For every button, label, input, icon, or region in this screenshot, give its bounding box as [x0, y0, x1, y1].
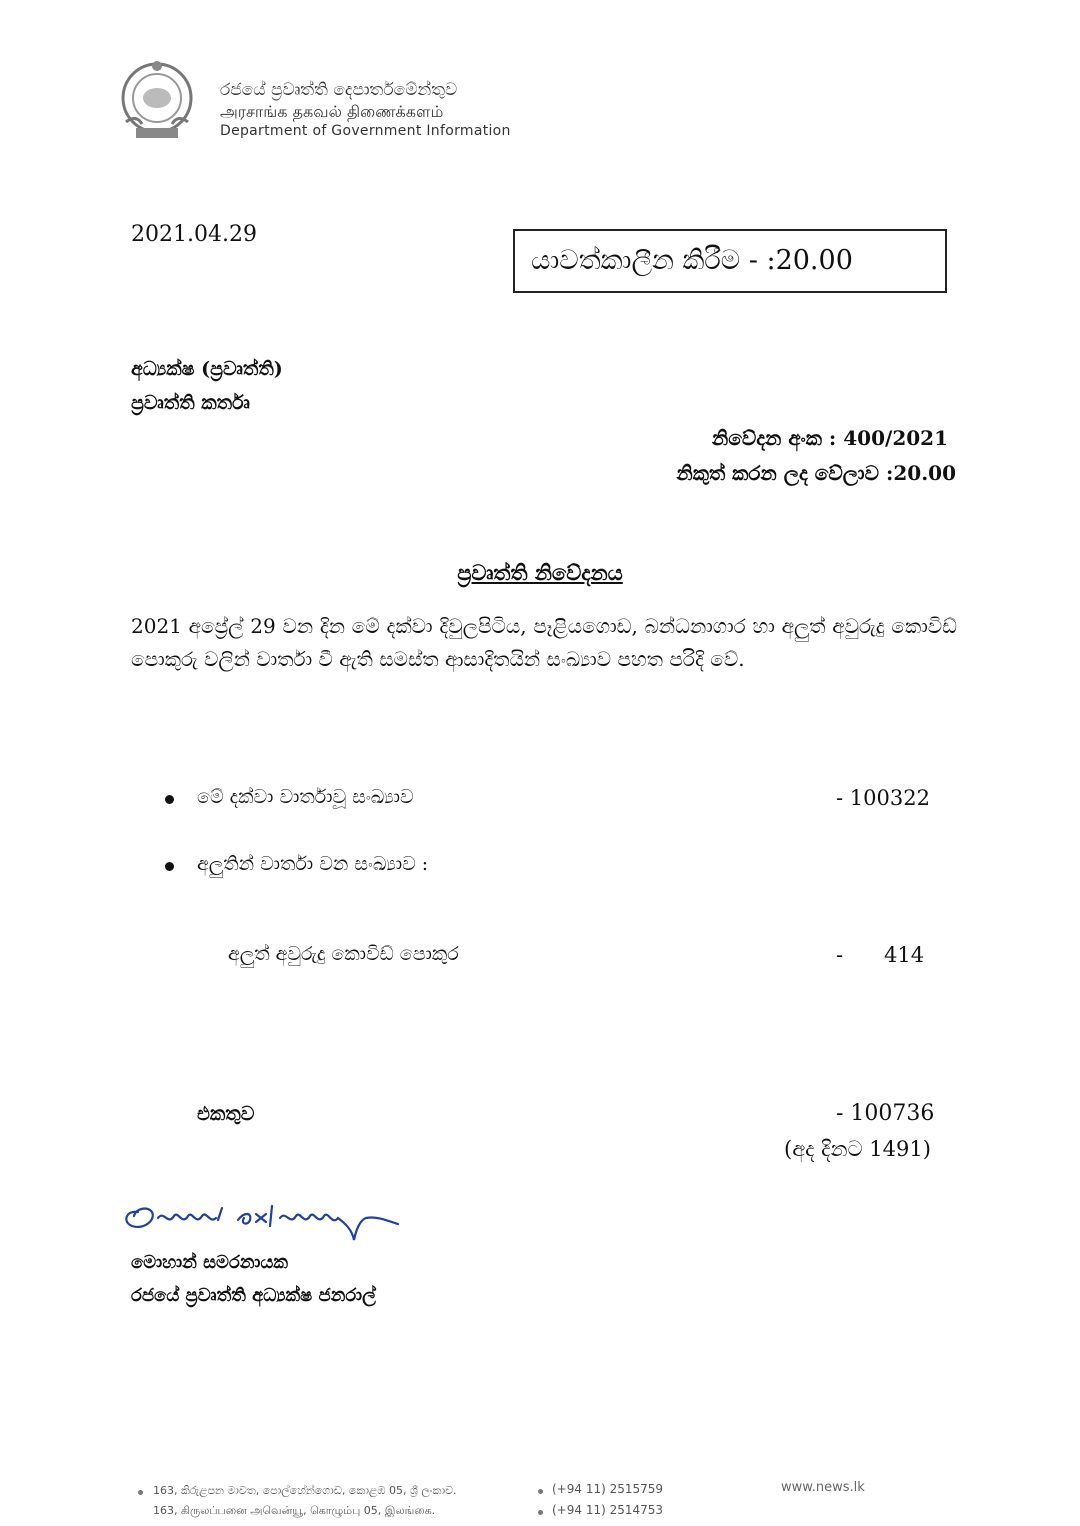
- cluster-dash: -: [836, 943, 844, 967]
- recipient-line-2: ප්‍රවෘත්ති කර්තෘ: [131, 392, 250, 414]
- footer-address-tamil: 163, கிருலப்பனை அவென்யூ, கொழும்பு 05, இலங்கை.: [153, 1504, 436, 1517]
- footer-bullet-icon: [138, 1490, 143, 1495]
- bullet-icon: [165, 795, 174, 804]
- handwritten-signature: [120, 1190, 410, 1250]
- footer-website: www.news.lk: [781, 1480, 865, 1495]
- footer-bullet-icon: [538, 1489, 543, 1494]
- department-name-english: Department of Government Information: [220, 123, 511, 139]
- department-name-sinhala: රජයේ ප්‍රවෘත්ති දෙපාර්තමේන්තුව: [220, 80, 458, 100]
- bullet-icon: [165, 862, 174, 871]
- footer-fax: (+94 11) 2514753: [552, 1503, 664, 1517]
- reported-count-value: - 100322: [836, 786, 930, 810]
- footer-bullet-icon: [538, 1510, 543, 1515]
- footer-telephone: (+94 11) 2515759: [552, 1482, 664, 1496]
- body-paragraph: 2021 අප්‍රේල් 29 වන දින මේ දක්වා දිවුලපිටිය, පෑළියගොඩ, බන්ධනාගාර හා අලුත් අවුරුදු කොවිඩ් පොකුරු වලින් වාර්තා වී ඇති සමස්ත ආසාදිතයින් සංඛ්‍යාව පහත පරිදි වේ.: [131, 614, 957, 671]
- embargo-text: යාවත්කාලීන කිරීම - :20.00: [531, 245, 853, 276]
- government-seal-emblem: [116, 58, 198, 144]
- signatory-name: මොහාන් සමරනායක: [131, 1252, 288, 1273]
- heading-text: ප්‍රවෘත්ති නිවේදනය: [457, 560, 623, 585]
- department-name-tamil: அரசாங்க தகவல் திணைக்களம்: [220, 102, 444, 121]
- cluster-value: 414: [884, 943, 925, 967]
- notice-number: නිවේදන අංක : 400/2021: [712, 426, 948, 450]
- total-value: - 100736: [836, 1101, 935, 1126]
- press-release-heading: [0, 560, 1080, 586]
- footer-address-sinhala: 163, කිරුළපන මාවත, පොල්හේන්ගොඩ, කොළඹ 05, ශ්‍රී ලංකාව.: [153, 1484, 457, 1497]
- total-label: එකතුව: [197, 1103, 255, 1125]
- new-count-label: අලුතින් වාර්තා වන සංඛ්‍යාව :: [197, 853, 429, 875]
- today-count: (අද දිනට 1491): [784, 1137, 931, 1161]
- release-date: 2021.04.29: [131, 222, 257, 247]
- reported-count-label: මේ දක්වා වාර්තාවූ සංඛ්‍යාව: [197, 786, 414, 808]
- cluster-label: අලුත් අවුරුදු කොවිඩ් පොකුර: [228, 943, 459, 965]
- signatory-title: රජයේ ප්‍රවෘත්ති අධ්‍යක්ෂ ජනරාල්: [131, 1285, 376, 1306]
- embargo-box: [513, 229, 947, 293]
- issued-time: නිකුත් කරන ලද වේලාව :20.00: [676, 461, 956, 485]
- recipient-line-1: අධ්‍යක්ෂ (ප්‍රවෘත්ති): [131, 358, 283, 380]
